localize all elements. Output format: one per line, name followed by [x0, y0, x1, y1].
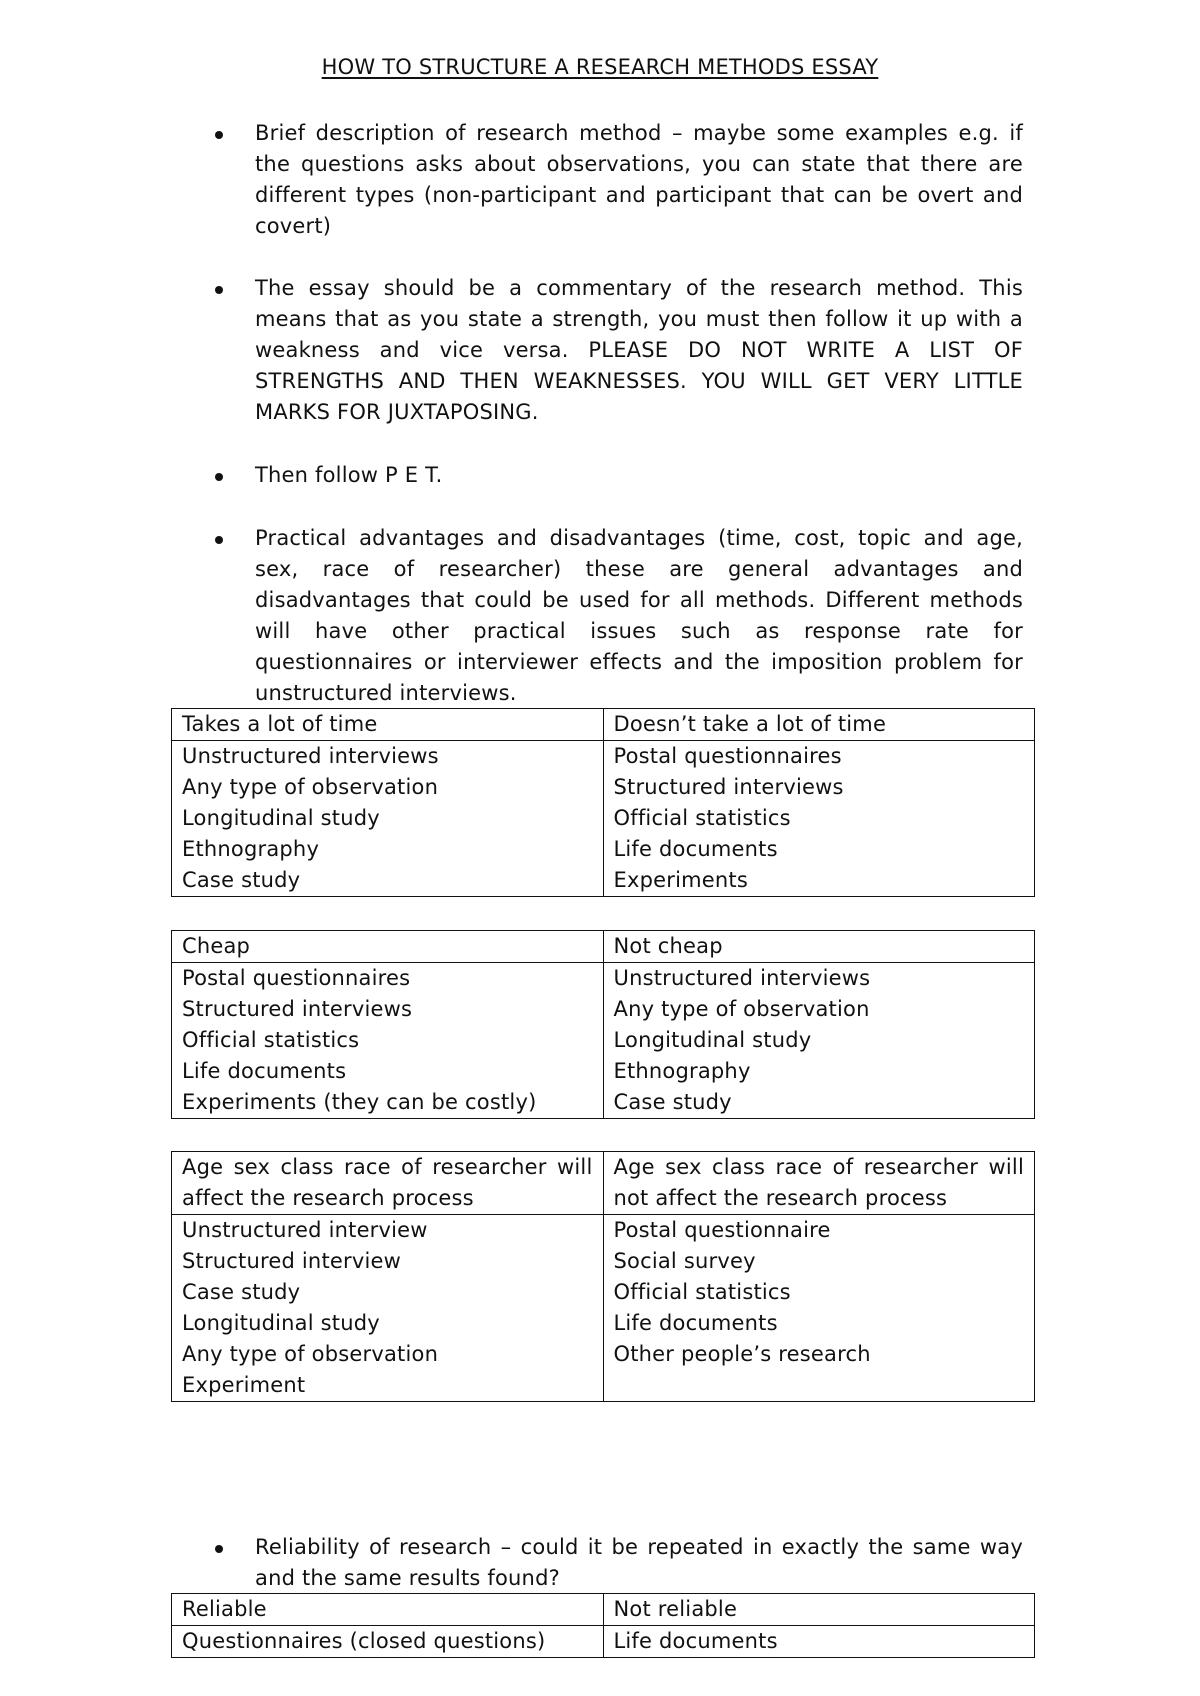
table-header-cell: Reliable: [172, 1594, 604, 1626]
list-item: Official statistics: [613, 806, 791, 830]
bullet-dot-icon: [215, 131, 223, 139]
list-item: Postal questionnaires: [613, 744, 842, 768]
list-item: Structured interview: [182, 1249, 401, 1273]
bullet-text: Then follow P E T.: [255, 463, 443, 487]
researcher-effect-table: [171, 1151, 1035, 1402]
table-row: [172, 963, 1035, 1119]
table-header-cell: Doesn’t take a lot of time: [603, 709, 1035, 741]
document-title: HOW TO STRUCTURE A RESEARCH METHODS ESSAY: [321, 55, 879, 79]
bullet-text: The essay should be a commentary of the research method. This means that as you state a strength, you must then follow it up with a weakness and vice versa. PLEASE DO NOT WRITE A LIST OF STRENGTHS AND THEN WEAKNESSES. YOU WILL GET VERY LITTLE MARKS FOR JUXTAPOSING.: [255, 276, 1023, 424]
table-header-cell: Not cheap: [603, 931, 1035, 963]
bullet-dot-icon: [215, 1545, 223, 1553]
table-header-cell: Cheap: [172, 931, 604, 963]
bullet-text: Practical advantages and disadvantages (time, cost, topic and age, sex, race of researcher) these are general advantages and disadvantages that could be used for all methods. Different methods will have other practical issues such as response rate for questionnaires or interviewer effects and the imposition problem for unstructured interviews.: [255, 526, 1023, 705]
table-cell-right: [603, 1215, 1035, 1402]
table-header-row: [172, 1594, 1035, 1626]
list-item: Case study: [613, 1090, 732, 1114]
list-item: Experiments: [613, 868, 748, 892]
list-item: Case study: [182, 1280, 301, 1304]
list-item: Life documents: [182, 1059, 347, 1083]
table-cell-right: [603, 741, 1035, 897]
table-cell-left: [172, 741, 604, 897]
list-item: Life documents: [613, 837, 778, 861]
list-item: Questionnaires (closed questions): [182, 1629, 546, 1653]
table-header-cell: Age sex class race of researcher will affect the research process: [172, 1152, 604, 1215]
table-header-cell: Age sex class race of researcher will not affect the research process: [603, 1152, 1035, 1215]
list-item: Experiment: [182, 1373, 306, 1397]
list-item: Any type of observation: [182, 775, 439, 799]
cost-table: [171, 930, 1035, 1119]
table-header-row: [172, 1152, 1035, 1215]
list-item: Unstructured interviews: [613, 966, 871, 990]
bullet-text: Brief description of research method – maybe some examples e.g. if the questions asks about observations, you can state that there are different types (non-participant and participant that can be overt and covert): [255, 121, 1023, 238]
list-item: Longitudinal study: [182, 1311, 380, 1335]
bullet-dot-icon: [215, 473, 223, 481]
table-row: [172, 1215, 1035, 1402]
table-row: [172, 1626, 1035, 1658]
table-cell-right: [603, 963, 1035, 1119]
list-item: Other people’s research: [613, 1342, 871, 1366]
list-item: Official statistics: [613, 1280, 791, 1304]
list-item: Longitudinal study: [182, 806, 380, 830]
list-item: Structured interviews: [613, 775, 844, 799]
time-table: [171, 708, 1035, 897]
list-item: Life documents: [613, 1629, 778, 1653]
table-header-cell: Takes a lot of time: [172, 709, 604, 741]
list-item: Postal questionnaires: [182, 966, 411, 990]
list-item: Postal questionnaire: [613, 1218, 831, 1242]
table-header-row: [172, 931, 1035, 963]
table-row: [172, 741, 1035, 897]
reliability-table: [171, 1593, 1035, 1658]
table-cell-left: [172, 1215, 604, 1402]
bullet-dot-icon: [215, 286, 223, 294]
list-item: Any type of observation: [613, 997, 870, 1021]
table-cell-right: [603, 1626, 1035, 1658]
list-item: Social survey: [613, 1249, 756, 1273]
list-item: Unstructured interviews: [182, 744, 439, 768]
table-header-cell: Not reliable: [603, 1594, 1035, 1626]
list-item: Ethnography: [182, 837, 320, 861]
table-cell-left: [172, 1626, 604, 1658]
list-item: Official statistics: [182, 1028, 360, 1052]
list-item: Ethnography: [613, 1059, 751, 1083]
list-item: Longitudinal study: [613, 1028, 812, 1052]
bullet-dot-icon: [215, 536, 223, 544]
list-item: Unstructured interview: [182, 1218, 428, 1242]
table-header-row: [172, 709, 1035, 741]
bullet-text: Reliability of research – could it be repeated in exactly the same way and the same results found?: [255, 1535, 1023, 1590]
table-cell-left: [172, 963, 604, 1119]
list-item: Life documents: [613, 1311, 778, 1335]
list-item: Any type of observation: [182, 1342, 439, 1366]
list-item: Case study: [182, 868, 301, 892]
list-item: Experiments (they can be costly): [182, 1090, 537, 1114]
list-item: Structured interviews: [182, 997, 413, 1021]
